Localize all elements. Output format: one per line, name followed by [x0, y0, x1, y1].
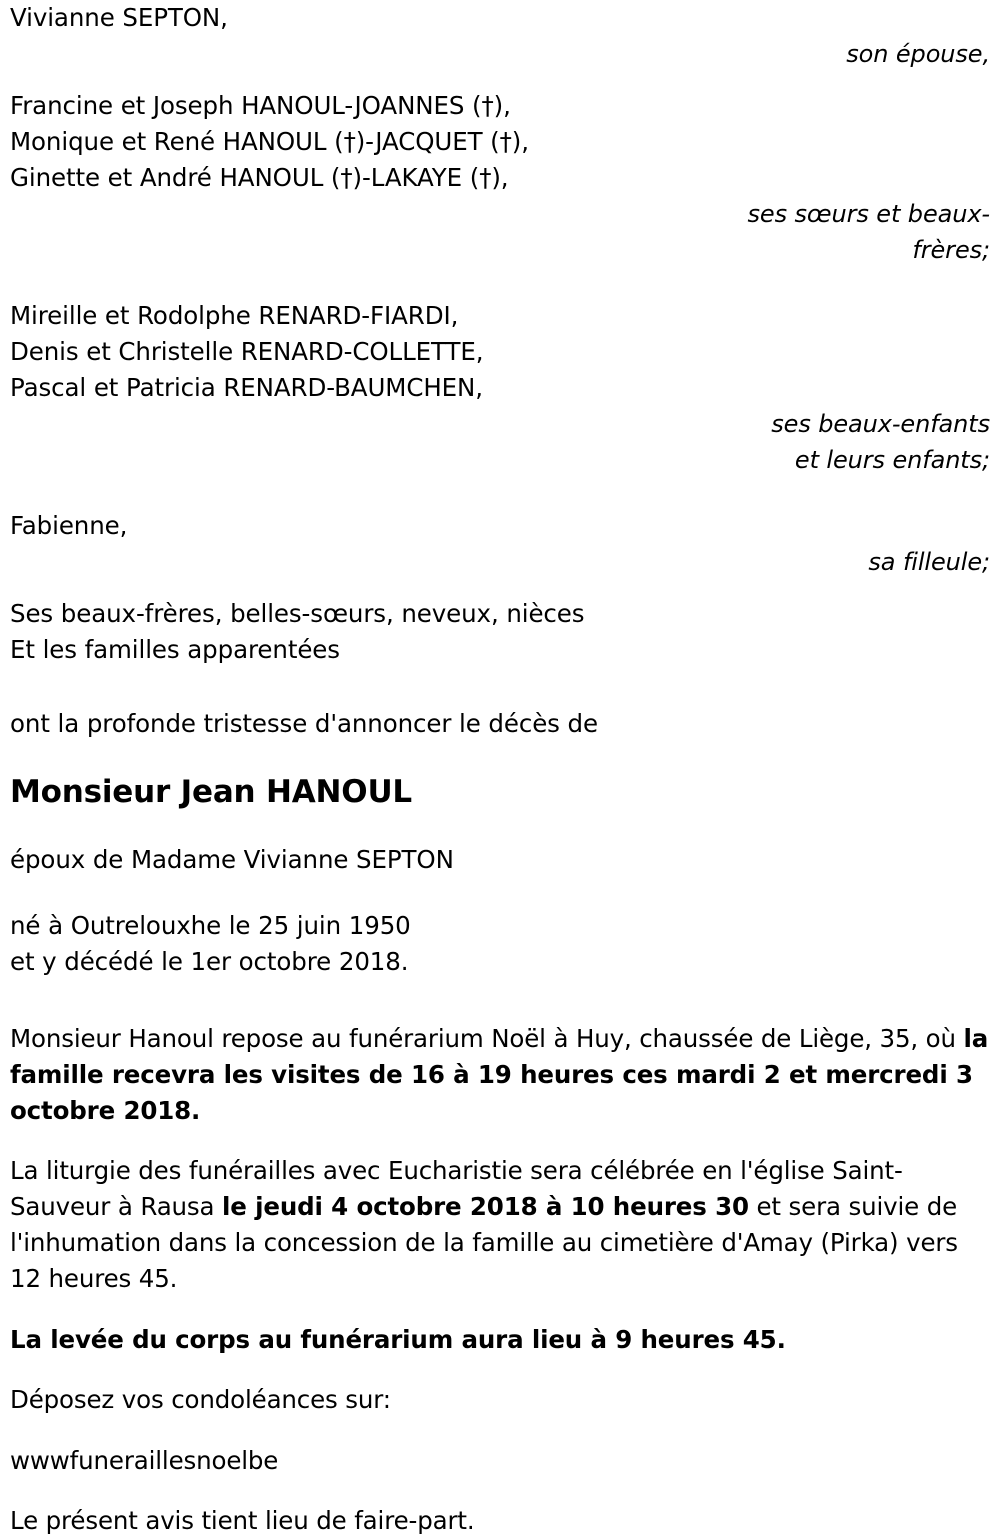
stepchildren-group [10, 298, 990, 478]
survivor-name-line: Fabienne, [10, 511, 128, 540]
liturgy-paragraph [10, 1153, 990, 1297]
extended-family-line: Et les familles apparentées [10, 635, 340, 664]
liturgy-text-after: et sera suivie de l'inhumation dans la concession de la famille au cimetière d'Amay (Pirka) vers 12 heures 45. [10, 1192, 958, 1293]
relation-label-spouse: son épouse, [846, 40, 990, 68]
extended-family-line: Ses beaux-frères, belles-sœurs, neveux, nièces [10, 599, 585, 628]
repose-emphasis: la famille recevra les visites de 16 à 19 heures ces mardi 2 et mercredi 3 octobre 2018. [10, 1023, 989, 1125]
announcement-lead-in: ont la profonde tristesse d'annoncer le décès de [10, 709, 598, 738]
section-spacer [10, 668, 990, 706]
condolences-website[interactable]: wwwfuneraillesnoelbe [10, 1445, 279, 1475]
repose-paragraph [10, 1021, 990, 1129]
group-spacer [10, 72, 990, 88]
body-removal-emphasis: La levée du corps au funérarium aura lieu à 9 heures 45. [10, 1324, 786, 1354]
repose-text: Monsieur Hanoul repose au funérarium Noël à Huy, chaussée de Liège, 35, où [10, 1023, 964, 1053]
survivor-name-line: Vivianne SEPTON, [10, 3, 228, 32]
survivor-name-line: Denis et Christelle RENARD-COLLETTE, [10, 337, 484, 366]
spouse-group [10, 0, 990, 72]
birth-line: né à Outrelouxhe le 25 juin 1950 [10, 911, 411, 940]
goddaughter-group [10, 508, 990, 580]
relation-label-stepchildren-line2: et leurs enfants; [794, 446, 990, 474]
survivor-name-line: Francine et Joseph HANOUL-JOANNES (†), [10, 91, 511, 120]
group-spacer [10, 268, 990, 298]
relation-label-sisters-line1: ses sœurs et beaux- [747, 200, 990, 228]
relation-label-stepchildren-line1: ses beaux-enfants [771, 410, 990, 438]
group-spacer [10, 478, 990, 508]
death-line: et y décédé le 1er octobre 2018. [10, 947, 409, 976]
survivor-name-line: Ginette et André HANOUL (†)-LAKAYE (†), [10, 163, 509, 192]
section-spacer [10, 742, 990, 772]
deceased-name: Monsieur Jean HANOUL [10, 774, 412, 810]
survivor-name-line: Monique et René HANOUL (†)-JACQUET (†), [10, 127, 529, 156]
condolences-prompt: Déposez vos condoléances sur: [10, 1385, 391, 1414]
survivor-name-line: Mireille et Rodolphe RENARD-FIARDI, [10, 301, 459, 330]
survivor-name-line: Pascal et Patricia RENARD-BAUMCHEN, [10, 373, 483, 402]
faire-part-notice: Le présent avis tient lieu de faire-part. [10, 1506, 475, 1535]
liturgy-text-before: La liturgie des funérailles avec Eucharistie sera célébrée en l'église Saint-Sauveur à Rausa [10, 1156, 903, 1221]
liturgy-emphasis: le jeudi 4 octobre 2018 à 10 heures 30 [222, 1192, 749, 1221]
section-spacer [10, 980, 990, 996]
body-removal-line [10, 1322, 990, 1358]
spouse-of-line: époux de Madame Vivianne SEPTON [10, 845, 454, 874]
relation-label-goddaughter: sa filleule; [868, 548, 990, 576]
sisters-group [10, 88, 990, 268]
section-spacer [10, 878, 990, 908]
group-spacer [10, 580, 990, 596]
relation-label-sisters-line2: frères; [912, 236, 990, 264]
extended-family-group [10, 596, 990, 668]
section-spacer [10, 812, 990, 842]
